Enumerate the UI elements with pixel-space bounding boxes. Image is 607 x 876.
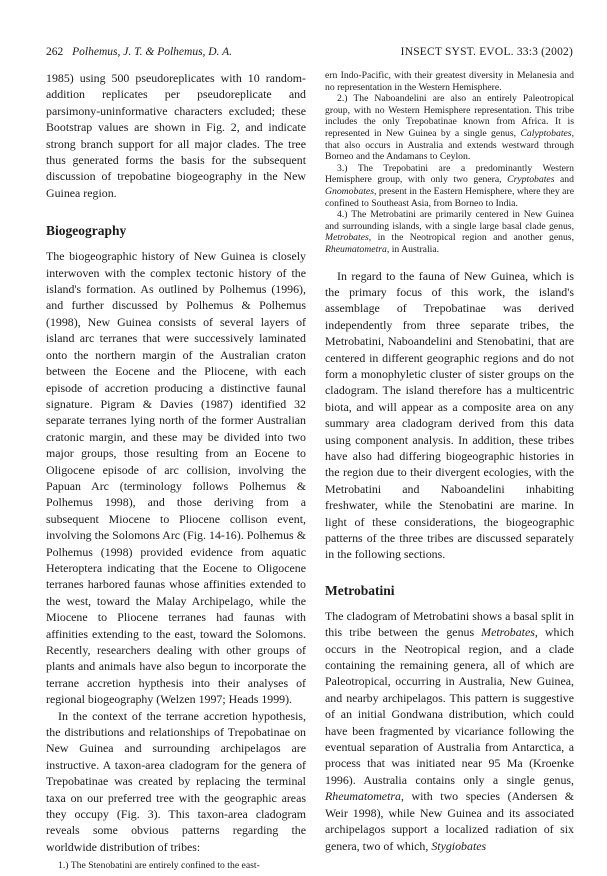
list-item-1-continued: ern Indo-Pacific, with their greatest diversity in Melanesia and no representation in the Western Hemisphere. xyxy=(325,70,574,93)
list-item-3: 3.) The Trepobatini are a predominantly Western Hemisphere group, with only two genera, Cryptobates and Gnomobates, present in the Eastern Hemisphere, where they are confined to Southeast Asia, from Borneo to India. xyxy=(325,162,574,209)
journal-citation: INSECT SYST. EVOL. 33:3 (2002) xyxy=(400,46,573,58)
running-header xyxy=(46,44,573,60)
section-heading-metrobatini: Metrobatini xyxy=(325,582,395,598)
section-heading-biogeography: Biogeography xyxy=(46,223,127,239)
metrobatini-paragraph: The cladogram of Metrobatini shows a basal split in this tribe between the genus Metrobates, which occurs in the Neotropical region, and a clade containing the remaining genera, all of which are Paleotropical, occurring in Australia, New Guinea, and nearby archipelagos. This pattern is suggestive of an initial Gondwana distribution, which could have been fragmented by vicariance following the eventual separation of Australia from Antarctica, a process that was initiated near 95 Ma (Kroenke 1996). Australia contains only a single genus, Rheumatometra, with two species (Andersen & Weir 1998), while New Guinea and its associated archipelagos support a localized radiation of six genera, two of which, Stygiobates xyxy=(325,608,574,853)
running-authors: Polhemus, J. T. & Polhemus, D. A. xyxy=(72,46,233,58)
header-left xyxy=(46,44,232,60)
intro-paragraph: 1985) using 500 pseudoreplicates with 10 random-addition replicates per pseudoreplicate and parsimony-uninformative characters excluded; these Bootstrap values are shown in Fig. 2, and indicate strong branch support for all major clades. The tree thus generated forms the basis for the subsequent discussion of trepobatine biogeography in the New Guinea region. xyxy=(46,71,306,200)
left-column xyxy=(46,70,306,872)
list-item-4: 4.) The Metrobatini are primarily centered in New Guinea and surrounding islands, with a single large basal clade genus, Metrobates, in the Neotropical region and another genus, Rheumatometra, in Australia. xyxy=(325,209,574,255)
biogeography-paragraph-1: The biogeographic history of New Guinea is closely interwoven with the complex tectonic history of the island's formation. As outlined by Polhemus (1996), and further discussed by Polhemus & Polhemus (1998), New Guinea consists of several layers of island arc terranes that were successively laminated onto the northern margin of the Australian craton between the Eocene and the Pliocene, with each episode of accretion producing a distinctive faunal signature. Pigram & Davies (1987) identified 32 separate terranes lying north of the former Australian cratonic margin, and these may be divided into two major groups, those resulting from an Eocene to Oligocene episode of arc collision, involving the Papuan Arc (terminology follows Polhemus & Polhemus 1998), and those deriving from a subsequent Miocene to Pliocene collison event, involving the Solomons Arc (Fig. 14-16). Polhemus & Polhemus (1998) provided evidence from aquatic Heteroptera indicating that the Eocene to Oligocene terranes harbored faunas whose affinities extended to the west, toward the Malay Archipelago, while the Miocene to Pliocene terranes had faunas with affinities extending to the east, toward the Solomons. Recently, researchers dealing with other groups of plants and animals have also begun to incorporate the terrane accretion hypthesis into their analyses of regional biogeography (Welzen 1997; Heads 1999). xyxy=(46,249,306,707)
fauna-paragraph: In regard to the fauna of New Guinea, which is the primary focus of this work, the island's assemblage of Trepobatinae was derived independently from three separate tribes, the Metrobatini, Naboandelini and Stenobatini, that are centered in different geographic regions and do not form a monophyletic cluster of sister groups on the cladogram. The island therefore has a multicentric biota, and will appear as a composite area on any summary area cladogram derived from this data using component analysis. In addition, these tribes have also had differing biogeographic histories in the region due to their divergent ecologies, with the Metrobatini and Naboandelini inhabiting freshwater, while the Stenobatini are marine. In light of these considerations, the biogeographic patterns of the three tribes are discussed separately in the following sections. xyxy=(325,268,574,562)
biogeography-paragraph-2: In the context of the terrane accretion hypothesis, the distributions and relationships of Trepobatinae on New Guinea and surrounding archipelagos are instructive. A taxon-area cladogram for the genera of Trepobatinae was created by replacing the terminal taxa on our preferred tree with the geographic areas they occupy (Fig. 3). This taxon-area cladogram reveals some obvious patterns regarding the worldwide distribution of tribes: xyxy=(46,708,306,854)
list-item-1: 1.) The Stenobatini are entirely confined to the east- xyxy=(58,860,260,872)
right-column xyxy=(325,70,574,854)
page-number: 262 xyxy=(46,46,64,58)
list-item-2: 2.) The Naboandelini are also an entirely Paleotropical group, with no Western Hemisphere representation. This tribe includes the only Trepobatinae known from Africa. It is represented in New Guinea by a single genus, Calyptobates, that also occurs in Australia and extends westward through Borneo and the Andamans to Ceylon. xyxy=(325,93,574,163)
